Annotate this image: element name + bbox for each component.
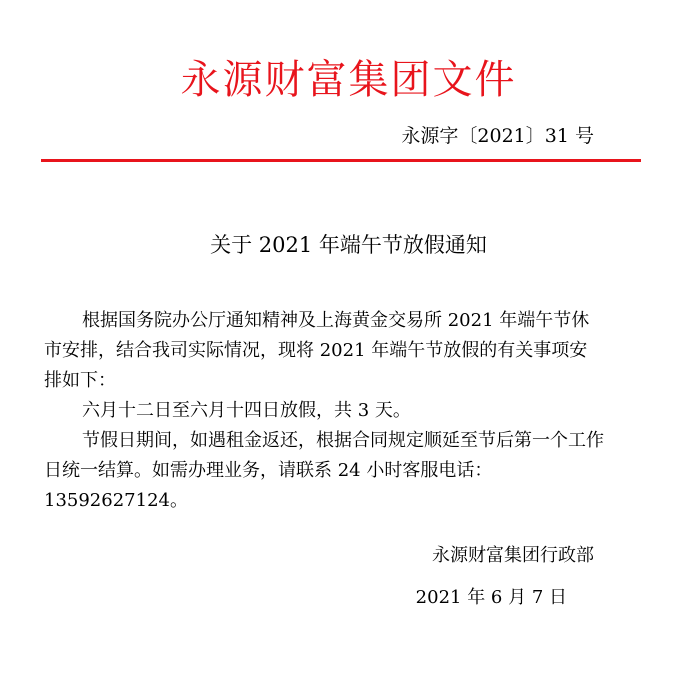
notice-paragraph: 节假日期间，如遇租金返还，根据合同规定顺延至节后第一个工作日统一结算。如需办理业务，请联系 24 小时客服电话：13592627124。: [44, 430, 604, 511]
document-number: 永源字〔2021〕31 号: [401, 125, 594, 147]
notice-body: [44, 306, 604, 516]
signature-date: 2021 年 6 月 7 日: [415, 587, 567, 608]
document-header-title: 永源财富集团文件: [180, 57, 517, 103]
notice-paragraph: 六月十二日至六月十四日放假，共 3 天。: [82, 400, 411, 421]
header-divider: [41, 159, 641, 162]
signature-organization: 永源财富集团行政部: [432, 545, 594, 566]
notice-paragraph: 根据国务院办公厅通知精神及上海黄金交易所 2021 年端午节休市安排，结合我司实际情况，现将 2021 年端午节放假的有关事项安排如下：: [44, 310, 590, 391]
notice-title: 关于 2021 年端午节放假通知: [210, 233, 487, 257]
